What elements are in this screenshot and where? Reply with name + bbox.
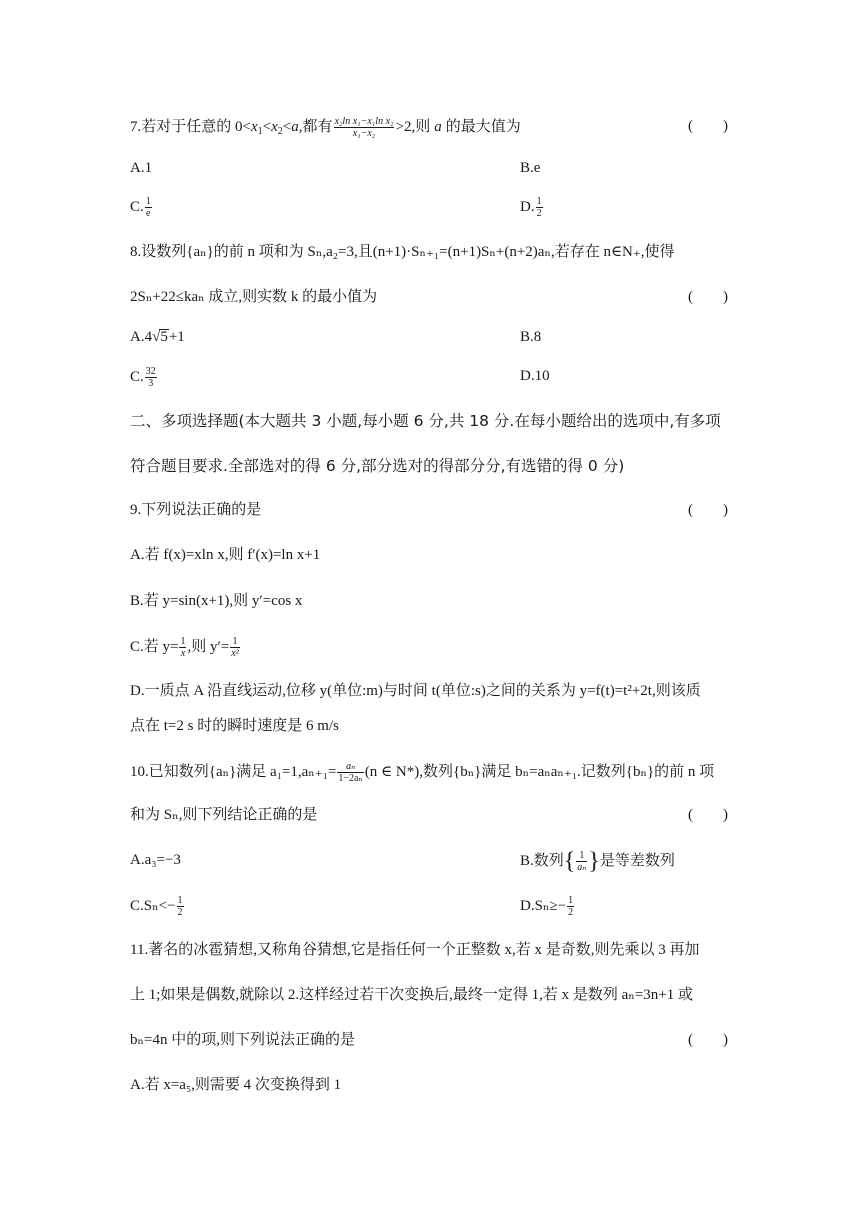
q7-a: a xyxy=(291,118,299,135)
q9-option-c-pre: C.若 y= xyxy=(130,638,179,655)
q11-stem-line1: 11.著名的冰雹猜想,又称角谷猜想,它是指任何一个正整数 x,若 x 是奇数,则先乘以 3 再加 xyxy=(130,942,700,958)
q10-option-c xyxy=(130,895,185,918)
q8-option-a xyxy=(130,327,185,347)
q10-option-d-pre: D.Sₙ≥− xyxy=(520,897,567,914)
q10-b-num: 1 xyxy=(576,850,587,862)
q10-option-d-frac xyxy=(567,895,574,918)
q8-option-b: B.8 xyxy=(520,329,542,345)
q8-c-num: 32 xyxy=(145,366,156,377)
q7-sub1: 1 xyxy=(257,125,263,137)
section2-heading-line2: 符合题目要求.全部选对的得 6 分,部分选对的得部分分,有选错的得 0 分) xyxy=(130,457,625,475)
q10-option-d xyxy=(520,895,575,918)
q7-post: >2,则 xyxy=(395,118,431,135)
q7-x2: x xyxy=(271,118,278,135)
q10-answer-bracket: ( ) xyxy=(688,807,728,823)
q10-stem-post: (n ∈ N*),数列{bₙ}满足 bₙ=aₙaₙ₊₁.记数列{bₙ}的前 n 项 xyxy=(364,763,715,780)
q10-frac-den: 1−2aₙ xyxy=(338,773,363,784)
q8-option-c xyxy=(130,366,158,389)
q7-mid: < xyxy=(282,118,292,135)
q7-option-c-frac xyxy=(145,196,152,219)
q9-option-d-line2: 点在 t=2 s 时的瞬时速度是 6 m/s xyxy=(130,718,339,734)
q8-option-c-frac xyxy=(145,366,157,389)
q9-stem: 9.下列说法正确的是 xyxy=(130,502,262,518)
q9-c-den2: x² xyxy=(231,648,239,659)
q10-d-num: 1 xyxy=(568,895,574,906)
q9-option-a: A.若 f(x)=xln x,则 f′(x)=ln x+1 xyxy=(130,547,321,563)
sqrt-icon: √ xyxy=(152,329,161,345)
q7-lt: < xyxy=(262,118,272,135)
q7-option-a: A.1 xyxy=(130,160,153,176)
q7-sub2: 2 xyxy=(277,125,283,137)
q10-stem-line2: 和为 Sₙ,则下列结论正确的是 xyxy=(130,807,318,823)
q7-tail: 的最大值为 xyxy=(445,118,521,135)
q9-option-c-frac2 xyxy=(230,636,239,659)
q7-option-b: B.e xyxy=(520,160,541,176)
section2-heading-line1: 二、多项选择题(本大题共 3 小题,每小题 6 分,共 18 分.在每小题给出的选项中,有多项 xyxy=(130,412,721,430)
q11-stem-line3: bₙ=4n 中的项,则下列说法正确的是 xyxy=(130,1032,355,1048)
q9-c-den1: x xyxy=(180,648,186,659)
q9-answer-bracket: ( ) xyxy=(688,502,728,518)
q7-fraction xyxy=(334,116,395,139)
q10-option-a: A.a₃=−3 xyxy=(130,852,181,868)
q7-stem-pre: 7.若对于任意的 0< xyxy=(130,118,251,135)
q10-b-den: aₙ xyxy=(577,862,587,873)
q8-c-den: 3 xyxy=(148,378,154,389)
q10-stem-pre: 10.已知数列{aₙ}满足 a₁=1,aₙ₊₁= xyxy=(130,763,337,780)
q10-c-den: 2 xyxy=(177,907,183,918)
q10-option-b-post: 是等差数列 xyxy=(599,852,675,869)
q10-d-den: 2 xyxy=(568,907,574,918)
q7-option-d xyxy=(520,196,544,219)
q10-option-c-pre: C.Sₙ<− xyxy=(130,897,176,914)
q9-option-c-frac1 xyxy=(179,636,186,659)
q7-d-num: 1 xyxy=(536,196,542,207)
q8-option-c-label: C. xyxy=(130,368,144,385)
q10-c-num: 1 xyxy=(177,895,183,906)
q10-option-c-frac xyxy=(177,895,184,918)
q8-option-a-radicand: 5 xyxy=(160,329,168,345)
q8-stem-line2: 2Sₙ+22≤kaₙ 成立,则实数 k 的最小值为 xyxy=(130,289,378,305)
q7-option-c-label: C. xyxy=(130,198,144,215)
q7-c-den: e xyxy=(146,208,151,219)
q10-frac-num: aₙ xyxy=(337,761,363,773)
q9-c-num2: 1 xyxy=(230,636,239,648)
q7-d-den: 2 xyxy=(536,208,542,219)
q8-option-a-post: +1 xyxy=(168,329,185,345)
q7-frac-num: x₂ln x₁−x₁ln x₂ xyxy=(334,116,394,127)
q8-option-d: D.10 xyxy=(520,368,550,384)
q7-has: ,都有 xyxy=(298,118,333,135)
q9-option-b: B.若 y=sin(x+1),则 y′=cos x xyxy=(130,593,303,609)
q8-stem-line1: 8.设数列{aₙ}的前 n 项和为 Sₙ,a₂=3,且(n+1)·Sₙ₊₁=(n+1)Sₙ+(n+2)aₙ,若存在 n∈N₊,使得 xyxy=(130,244,675,260)
q7-c-num: 1 xyxy=(145,196,151,207)
q7-option-d-frac xyxy=(536,196,543,219)
q7-frac-den: x₁−x₂ xyxy=(352,128,376,139)
q7-option-d-label: D. xyxy=(520,198,535,215)
q7-stem xyxy=(130,116,521,139)
q10-option-b xyxy=(520,850,675,873)
q11-stem-line2: 上 1;如果是偶数,就除以 2.这样经过若干次变换后,最终一定得 1,若 x 是数列 aₙ=3n+1 或 xyxy=(130,987,693,1003)
q7-answer-bracket: ( ) xyxy=(688,118,728,134)
q8-answer-bracket: ( ) xyxy=(688,289,728,305)
q11-option-a: A.若 x=a₅,则需要 4 次变换得到 1 xyxy=(130,1077,342,1093)
q9-option-c xyxy=(130,636,241,659)
left-brace-icon: { xyxy=(563,848,576,875)
q7-option-c xyxy=(130,196,153,219)
q10-recurrence-frac xyxy=(337,761,363,784)
q7-x1: x xyxy=(250,118,258,135)
q10-option-b-frac xyxy=(576,850,587,873)
q8-option-a-pre: A.4 xyxy=(130,329,153,345)
q9-c-num1: 1 xyxy=(180,636,186,647)
q10-stem-line1 xyxy=(130,761,714,784)
right-brace-icon: } xyxy=(588,848,600,875)
q10-option-b-pre: B.数列 xyxy=(520,852,564,869)
q11-answer-bracket: ( ) xyxy=(688,1032,728,1048)
q7-a2: a xyxy=(434,118,442,135)
q9-option-c-mid: ,则 y′= xyxy=(187,638,230,655)
q9-option-d-line1: D.一质点 A 沿直线运动,位移 y(单位:m)与时间 t(单位:s)之间的关系为 y=f(t)=t²+2t,则该质 xyxy=(130,683,701,699)
